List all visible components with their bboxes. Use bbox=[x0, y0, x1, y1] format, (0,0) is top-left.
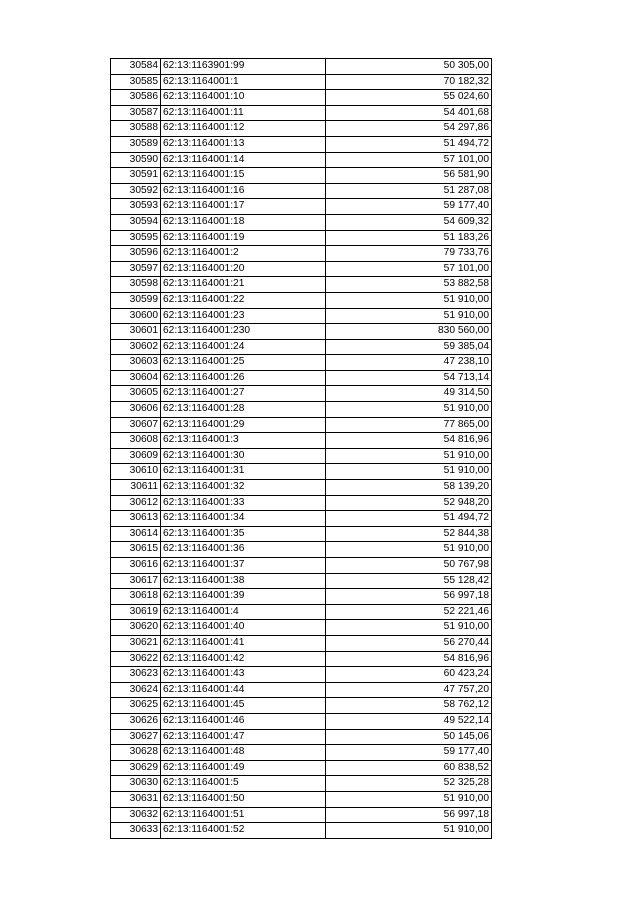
row-number-cell: 30607 bbox=[111, 417, 161, 433]
cadastral-number-cell: 62:13:1164001:28 bbox=[161, 402, 326, 418]
table-row bbox=[111, 604, 492, 620]
table-row bbox=[111, 526, 492, 542]
cadastral-number-cell: 62:13:1164001:10 bbox=[161, 90, 326, 106]
table-row bbox=[111, 558, 492, 574]
row-number-cell: 30624 bbox=[111, 682, 161, 698]
cadastral-number-cell: 62:13:1164001:32 bbox=[161, 480, 326, 496]
table-row bbox=[111, 324, 492, 340]
cadastral-number-cell: 62:13:1164001:38 bbox=[161, 573, 326, 589]
row-number-cell: 30617 bbox=[111, 573, 161, 589]
row-number-cell: 30593 bbox=[111, 199, 161, 215]
value-cell: 54 816,96 bbox=[326, 651, 492, 667]
value-cell: 58 139,20 bbox=[326, 480, 492, 496]
row-number-cell: 30592 bbox=[111, 183, 161, 199]
value-cell: 52 325,28 bbox=[326, 776, 492, 792]
row-number-cell: 30603 bbox=[111, 355, 161, 371]
value-cell: 56 997,18 bbox=[326, 589, 492, 605]
row-number-cell: 30625 bbox=[111, 698, 161, 714]
cadastral-number-cell: 62:13:1164001:25 bbox=[161, 355, 326, 371]
row-number-cell: 30609 bbox=[111, 448, 161, 464]
table-row bbox=[111, 651, 492, 667]
row-number-cell: 30631 bbox=[111, 791, 161, 807]
row-number-cell: 30585 bbox=[111, 74, 161, 90]
row-number-cell: 30589 bbox=[111, 136, 161, 152]
value-cell: 54 297,86 bbox=[326, 121, 492, 137]
table-row bbox=[111, 136, 492, 152]
row-number-cell: 30602 bbox=[111, 339, 161, 355]
row-number-cell: 30618 bbox=[111, 589, 161, 605]
table-row bbox=[111, 105, 492, 121]
value-cell: 60 838,52 bbox=[326, 760, 492, 776]
table-row bbox=[111, 292, 492, 308]
value-cell: 56 997,18 bbox=[326, 807, 492, 823]
table-row bbox=[111, 74, 492, 90]
table-row bbox=[111, 230, 492, 246]
cadastral-number-cell: 62:13:1164001:34 bbox=[161, 511, 326, 527]
value-cell: 51 910,00 bbox=[326, 308, 492, 324]
row-number-cell: 30616 bbox=[111, 558, 161, 574]
cadastral-number-cell: 62:13:1164001:42 bbox=[161, 651, 326, 667]
value-cell: 58 762,12 bbox=[326, 698, 492, 714]
value-cell: 51 494,72 bbox=[326, 511, 492, 527]
value-cell: 55 024,60 bbox=[326, 90, 492, 106]
row-number-cell: 30608 bbox=[111, 433, 161, 449]
table-row bbox=[111, 791, 492, 807]
cadastral-number-cell: 62:13:1164001:4 bbox=[161, 604, 326, 620]
value-cell: 50 145,06 bbox=[326, 729, 492, 745]
table-row bbox=[111, 214, 492, 230]
cadastral-number-cell: 62:13:1164001:11 bbox=[161, 105, 326, 121]
table-body bbox=[111, 59, 492, 839]
table-row bbox=[111, 464, 492, 480]
cadastral-number-cell: 62:13:1164001:50 bbox=[161, 791, 326, 807]
table-row bbox=[111, 635, 492, 651]
table-row bbox=[111, 698, 492, 714]
cadastral-number-cell: 62:13:1164001:48 bbox=[161, 745, 326, 761]
value-cell: 52 948,20 bbox=[326, 495, 492, 511]
table-row bbox=[111, 495, 492, 511]
table-row bbox=[111, 511, 492, 527]
cadastral-number-cell: 62:13:1164001:30 bbox=[161, 448, 326, 464]
value-cell: 57 101,00 bbox=[326, 261, 492, 277]
cadastral-number-cell: 62:13:1164001:19 bbox=[161, 230, 326, 246]
table-row bbox=[111, 745, 492, 761]
cadastral-number-cell: 62:13:1164001:52 bbox=[161, 823, 326, 839]
row-number-cell: 30594 bbox=[111, 214, 161, 230]
cadastral-number-cell: 62:13:1164001:33 bbox=[161, 495, 326, 511]
value-cell: 55 128,42 bbox=[326, 573, 492, 589]
value-cell: 47 757,20 bbox=[326, 682, 492, 698]
cadastral-number-cell: 62:13:1164001:16 bbox=[161, 183, 326, 199]
row-number-cell: 30623 bbox=[111, 667, 161, 683]
value-cell: 52 221,46 bbox=[326, 604, 492, 620]
row-number-cell: 30604 bbox=[111, 370, 161, 386]
row-number-cell: 30599 bbox=[111, 292, 161, 308]
table-row bbox=[111, 386, 492, 402]
table-row bbox=[111, 542, 492, 558]
row-number-cell: 30600 bbox=[111, 308, 161, 324]
value-cell: 54 401,68 bbox=[326, 105, 492, 121]
value-cell: 51 494,72 bbox=[326, 136, 492, 152]
cadastral-number-cell: 62:13:1164001:44 bbox=[161, 682, 326, 698]
cadastral-number-cell: 62:13:1163901:99 bbox=[161, 59, 326, 75]
cadastral-number-cell: 62:13:1164001:18 bbox=[161, 214, 326, 230]
value-cell: 59 177,40 bbox=[326, 199, 492, 215]
row-number-cell: 30601 bbox=[111, 324, 161, 340]
cadastral-number-cell: 62:13:1164001:36 bbox=[161, 542, 326, 558]
row-number-cell: 30590 bbox=[111, 152, 161, 168]
row-number-cell: 30591 bbox=[111, 168, 161, 184]
value-cell: 59 385,04 bbox=[326, 339, 492, 355]
value-cell: 51 287,08 bbox=[326, 183, 492, 199]
table-row bbox=[111, 355, 492, 371]
table-row bbox=[111, 121, 492, 137]
cadastral-number-cell: 62:13:1164001:23 bbox=[161, 308, 326, 324]
row-number-cell: 30610 bbox=[111, 464, 161, 480]
cadastral-number-cell: 62:13:1164001:15 bbox=[161, 168, 326, 184]
cadastral-number-cell: 62:13:1164001:14 bbox=[161, 152, 326, 168]
cadastral-number-cell: 62:13:1164001:29 bbox=[161, 417, 326, 433]
table-row bbox=[111, 713, 492, 729]
table-row bbox=[111, 246, 492, 262]
row-number-cell: 30584 bbox=[111, 59, 161, 75]
row-number-cell: 30613 bbox=[111, 511, 161, 527]
cadastral-number-cell: 62:13:1164001:24 bbox=[161, 339, 326, 355]
row-number-cell: 30611 bbox=[111, 480, 161, 496]
cadastral-number-cell: 62:13:1164001:12 bbox=[161, 121, 326, 137]
row-number-cell: 30595 bbox=[111, 230, 161, 246]
table-row bbox=[111, 277, 492, 293]
row-number-cell: 30630 bbox=[111, 776, 161, 792]
row-number-cell: 30597 bbox=[111, 261, 161, 277]
cadastral-number-cell: 62:13:1164001:43 bbox=[161, 667, 326, 683]
table-row bbox=[111, 760, 492, 776]
table-row bbox=[111, 90, 492, 106]
value-cell: 54 713,14 bbox=[326, 370, 492, 386]
row-number-cell: 30606 bbox=[111, 402, 161, 418]
table-row bbox=[111, 152, 492, 168]
cadastral-number-cell: 62:13:1164001:27 bbox=[161, 386, 326, 402]
cadastral-number-cell: 62:13:1164001:40 bbox=[161, 620, 326, 636]
value-cell: 47 238,10 bbox=[326, 355, 492, 371]
value-cell: 830 560,00 bbox=[326, 324, 492, 340]
value-cell: 54 816,96 bbox=[326, 433, 492, 449]
table-row bbox=[111, 402, 492, 418]
cadastral-number-cell: 62:13:1164001:20 bbox=[161, 261, 326, 277]
row-number-cell: 30622 bbox=[111, 651, 161, 667]
value-cell: 51 910,00 bbox=[326, 791, 492, 807]
cadastral-number-cell: 62:13:1164001:47 bbox=[161, 729, 326, 745]
row-number-cell: 30621 bbox=[111, 635, 161, 651]
row-number-cell: 30619 bbox=[111, 604, 161, 620]
table-row bbox=[111, 776, 492, 792]
row-number-cell: 30598 bbox=[111, 277, 161, 293]
table-row bbox=[111, 667, 492, 683]
cadastral-number-cell: 62:13:1164001:37 bbox=[161, 558, 326, 574]
table-row bbox=[111, 339, 492, 355]
row-number-cell: 30605 bbox=[111, 386, 161, 402]
value-cell: 70 182,32 bbox=[326, 74, 492, 90]
value-cell: 51 910,00 bbox=[326, 402, 492, 418]
cadastral-number-cell: 62:13:1164001:22 bbox=[161, 292, 326, 308]
row-number-cell: 30628 bbox=[111, 745, 161, 761]
value-cell: 51 910,00 bbox=[326, 448, 492, 464]
value-cell: 57 101,00 bbox=[326, 152, 492, 168]
cadastral-number-cell: 62:13:1164001:35 bbox=[161, 526, 326, 542]
cadastral-number-cell: 62:13:1164001:46 bbox=[161, 713, 326, 729]
table-row bbox=[111, 589, 492, 605]
value-cell: 60 423,24 bbox=[326, 667, 492, 683]
row-number-cell: 30586 bbox=[111, 90, 161, 106]
cadastral-number-cell: 62:13:1164001:39 bbox=[161, 589, 326, 605]
row-number-cell: 30620 bbox=[111, 620, 161, 636]
cadastral-number-cell: 62:13:1164001:26 bbox=[161, 370, 326, 386]
row-number-cell: 30596 bbox=[111, 246, 161, 262]
row-number-cell: 30587 bbox=[111, 105, 161, 121]
value-cell: 51 910,00 bbox=[326, 464, 492, 480]
table-row bbox=[111, 682, 492, 698]
cadastral-number-cell: 62:13:1164001:1 bbox=[161, 74, 326, 90]
cadastral-number-cell: 62:13:1164001:17 bbox=[161, 199, 326, 215]
value-cell: 53 882,58 bbox=[326, 277, 492, 293]
cadastral-number-cell: 62:13:1164001:51 bbox=[161, 807, 326, 823]
value-cell: 51 910,00 bbox=[326, 823, 492, 839]
value-cell: 52 844,38 bbox=[326, 526, 492, 542]
table-row bbox=[111, 417, 492, 433]
row-number-cell: 30614 bbox=[111, 526, 161, 542]
cadastral-number-cell: 62:13:1164001:49 bbox=[161, 760, 326, 776]
cadastral-number-cell: 62:13:1164001:45 bbox=[161, 698, 326, 714]
table-row bbox=[111, 573, 492, 589]
table-row bbox=[111, 261, 492, 277]
row-number-cell: 30627 bbox=[111, 729, 161, 745]
table-row bbox=[111, 729, 492, 745]
value-cell: 49 522,14 bbox=[326, 713, 492, 729]
value-cell: 51 183,26 bbox=[326, 230, 492, 246]
row-number-cell: 30612 bbox=[111, 495, 161, 511]
value-cell: 51 910,00 bbox=[326, 620, 492, 636]
value-cell: 56 270,44 bbox=[326, 635, 492, 651]
value-cell: 77 865,00 bbox=[326, 417, 492, 433]
value-cell: 51 910,00 bbox=[326, 542, 492, 558]
table-row bbox=[111, 823, 492, 839]
value-cell: 51 910,00 bbox=[326, 292, 492, 308]
table-row bbox=[111, 308, 492, 324]
table-row bbox=[111, 199, 492, 215]
value-cell: 79 733,76 bbox=[326, 246, 492, 262]
cadastral-number-cell: 62:13:1164001:31 bbox=[161, 464, 326, 480]
cadastral-value-table bbox=[110, 58, 492, 839]
row-number-cell: 30615 bbox=[111, 542, 161, 558]
row-number-cell: 30632 bbox=[111, 807, 161, 823]
table-row bbox=[111, 807, 492, 823]
cadastral-number-cell: 62:13:1164001:5 bbox=[161, 776, 326, 792]
cadastral-number-cell: 62:13:1164001:13 bbox=[161, 136, 326, 152]
value-cell: 54 609,32 bbox=[326, 214, 492, 230]
table-row bbox=[111, 183, 492, 199]
table-row bbox=[111, 370, 492, 386]
table-row bbox=[111, 168, 492, 184]
cadastral-number-cell: 62:13:1164001:230 bbox=[161, 324, 326, 340]
row-number-cell: 30629 bbox=[111, 760, 161, 776]
cadastral-number-cell: 62:13:1164001:2 bbox=[161, 246, 326, 262]
table-row bbox=[111, 620, 492, 636]
value-cell: 56 581,90 bbox=[326, 168, 492, 184]
value-cell: 59 177,40 bbox=[326, 745, 492, 761]
value-cell: 49 314,50 bbox=[326, 386, 492, 402]
table-row bbox=[111, 433, 492, 449]
row-number-cell: 30626 bbox=[111, 713, 161, 729]
table-row bbox=[111, 448, 492, 464]
row-number-cell: 30588 bbox=[111, 121, 161, 137]
value-cell: 50 305,00 bbox=[326, 59, 492, 75]
value-cell: 50 767,98 bbox=[326, 558, 492, 574]
table-row bbox=[111, 59, 492, 75]
cadastral-number-cell: 62:13:1164001:3 bbox=[161, 433, 326, 449]
cadastral-number-cell: 62:13:1164001:21 bbox=[161, 277, 326, 293]
row-number-cell: 30633 bbox=[111, 823, 161, 839]
table-row bbox=[111, 480, 492, 496]
cadastral-number-cell: 62:13:1164001:41 bbox=[161, 635, 326, 651]
